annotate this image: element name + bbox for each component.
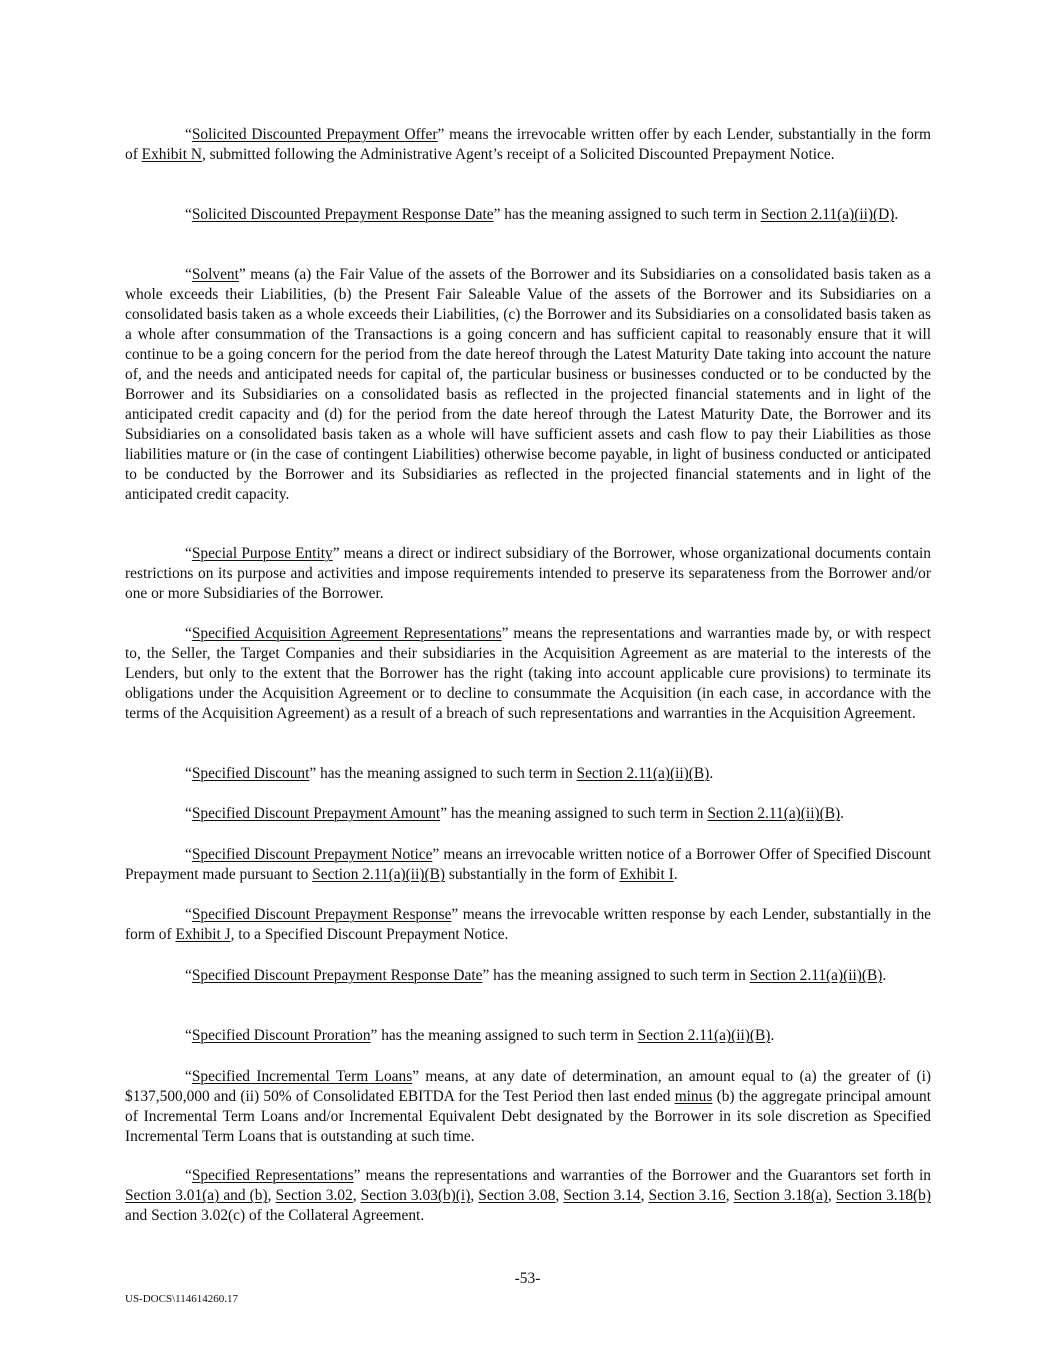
definition-solvent: “Solvent” means (a) the Fair Value of the assets of the Borrower and its Subsidiaries on a consolidated basis taken as a whole exceeds their Liabilities, (b) the Present Fair Saleable Value of the assets of the Borrower and its Subsidiaries on a consolidated basis taken as a whole exceeds their Liabilities, (c) the Borrower and its Subsidiaries on a consolidated basis taken as a whole after consummation of the Transactions is a going concern and has sufficient capital to reasonably ensure that it will continue to be a going concern for the period from the date hereof through the Latest Maturity Date taking into account the nature of, and the needs and anticipated needs for capital of, the particular business or businesses conducted or to be conducted by the Borrower and its Subsidiaries on a consolidated basis as reflected in the projected financial statements and in light of the anticipated credit capacity and (d) for the period from the date hereof through the Latest Maturity Date, the Borrower and its Subsidiaries on a consolidated basis taken as a whole will have sufficient assets and cash flow to pay their Liabilities as those liabilities mature or (in the case of contingent Liabilities) otherwise become payable, in light of business conducted or anticipated to be conducted by the Borrower and its Subsidiaries as reflected in the projected financial statements and in light of the anticipated credit capacity.: [125, 266, 931, 503]
defined-term: Solicited Discounted Prepayment Offer: [191, 126, 438, 143]
definition-specified-incremental-term-loans: “Specified Incremental Term Loans” means, at any date of determination, an amount equal to (a) the greater of (i) $137,500,000 and (ii) 50% of Consolidated EBITDA for the Test Period then last ended minus (b) the aggregate principal amount of Incremental Term Loans and/or Incremental Equivalent Debt designated by the Borrower in its sole discretion as Specified Incremental Term Loans that is outstanding at such time.: [125, 1068, 931, 1145]
definition-specified-discount-prepayment-response-date: “Specified Discount Prepayment Response Date” has the meaning assigned to such term in Section 2.11(a)(ii)(B).: [185, 967, 887, 984]
cross-reference: Section 3.02: [275, 1187, 353, 1204]
cross-reference: Section 3.03(b)(i): [360, 1187, 471, 1204]
defined-term: Specified Discount Prepayment Notice: [191, 846, 433, 863]
definition-solicited-discounted-prepayment-response-date: “Solicited Discounted Prepayment Response Date” has the meaning assigned to such term in Section 2.11(a)(ii)(D).: [185, 206, 899, 223]
cross-reference: Section 3.16: [648, 1187, 726, 1204]
cross-reference: Section 3.18(a): [733, 1187, 828, 1204]
defined-term: Specified Discount Prepayment Response: [191, 906, 452, 923]
cross-reference: Exhibit J: [175, 926, 231, 943]
definition-special-purpose-entity: “Special Purpose Entity” means a direct or indirect subsidiary of the Borrower, whose organizational documents contain restrictions on its purpose and activities and impose requirements intended to preserve its separateness from the Borrower and/or one or more Subsidiaries of the Borrower.: [125, 545, 931, 602]
cross-reference: Section 2.11(a)(ii)(B): [637, 1027, 771, 1044]
definition-solicited-discounted-prepayment-offer: “Solicited Discounted Prepayment Offer” means the irrevocable written offer by each Lender, substantially in the form of Exhibit N, submitted following the Administrative Agent’s receipt of a Solicited Discounted Prepayment Notice.: [125, 126, 932, 163]
defined-term: Solvent: [191, 266, 239, 283]
definition-specified-representations: “Specified Representations” means the representations and warranties of the Borrower and the Guarantors set forth in Section 3.01(a) and (b), Section 3.02, Section 3.03(b)(i), Section 3.08, Section 3.14, Section 3.16, Section 3.18(a), Section 3.18(b) and Section 3.02(c) of the Collateral Agreement.: [125, 1167, 931, 1224]
cross-reference: Section 2.11(a)(ii)(B): [707, 805, 841, 822]
cross-reference: Section 3.14: [563, 1187, 641, 1204]
defined-term: Specified Acquisition Agreement Representations: [191, 625, 502, 642]
definition-specified-discount-prepayment-amount: “Specified Discount Prepayment Amount” has the meaning assigned to such term in Section 2.11(a)(ii)(B).: [185, 805, 844, 822]
definition-specified-discount-prepayment-notice: “Specified Discount Prepayment Notice” means an irrevocable written notice of a Borrower Offer of Specified Discount Prepayment made pursuant to Section 2.11(a)(ii)(B) substantially in the form of Exhibit I.: [125, 846, 931, 883]
emphasis-minus: minus: [674, 1088, 713, 1105]
cross-reference: Section 2.11(a)(ii)(B): [749, 967, 883, 984]
defined-term: Specified Discount Proration: [191, 1027, 371, 1044]
cross-reference: Section 2.11(a)(ii)(B): [576, 765, 710, 782]
defined-term: Specified Discount Prepayment Amount: [191, 805, 441, 822]
page-number: -53-: [514, 1270, 541, 1287]
document-id: US-DOCS\114614260.17: [125, 1293, 238, 1305]
cross-reference: Exhibit I: [619, 866, 674, 883]
definition-specified-discount: “Specified Discount” has the meaning assigned to such term in Section 2.11(a)(ii)(B).: [185, 765, 714, 782]
cross-reference: Section 3.01(a) and (b): [125, 1187, 268, 1204]
definition-specified-acquisition-agreement-representations: “Specified Acquisition Agreement Representations” means the representations and warranties made by, or with respect to, the Seller, the Target Companies and their subsidiaries in the Acquisition Agreement as are material to the interests of the Lenders, but only to the extent that the Borrower has the right (taking into account applicable cure provisions) to terminate its obligations under the Acquisition Agreement or to decline to consummate the Acquisition (in each case, in accordance with the terms of the Acquisition Agreement) as a result of a breach of such representations and warranties in the Acquisition Agreement.: [125, 625, 931, 722]
defined-term: Specified Discount: [191, 765, 310, 782]
cross-reference: Section 2.11(a)(ii)(B): [312, 866, 445, 883]
definition-specified-discount-prepayment-response: “Specified Discount Prepayment Response” means the irrevocable written response by each Lender, substantially in the form of Exhibit J, to a Specified Discount Prepayment Notice.: [125, 906, 931, 943]
defined-term: Specified Discount Prepayment Response Date: [191, 967, 483, 984]
defined-term: Specified Incremental Term Loans: [191, 1068, 413, 1085]
cross-reference: Section 2.11(a)(ii)(D): [760, 206, 895, 223]
definition-specified-discount-proration: “Specified Discount Proration” has the meaning assigned to such term in Section 2.11(a)(ii)(B).: [185, 1027, 775, 1044]
cross-reference: Section 3.18(b): [835, 1187, 931, 1204]
defined-term: Special Purpose Entity: [191, 545, 333, 562]
defined-term: Solicited Discounted Prepayment Response Date: [191, 206, 494, 223]
cross-reference: Exhibit N: [141, 146, 202, 163]
defined-term: Specified Representations: [191, 1167, 354, 1184]
cross-reference: Section 3.08: [478, 1187, 556, 1204]
